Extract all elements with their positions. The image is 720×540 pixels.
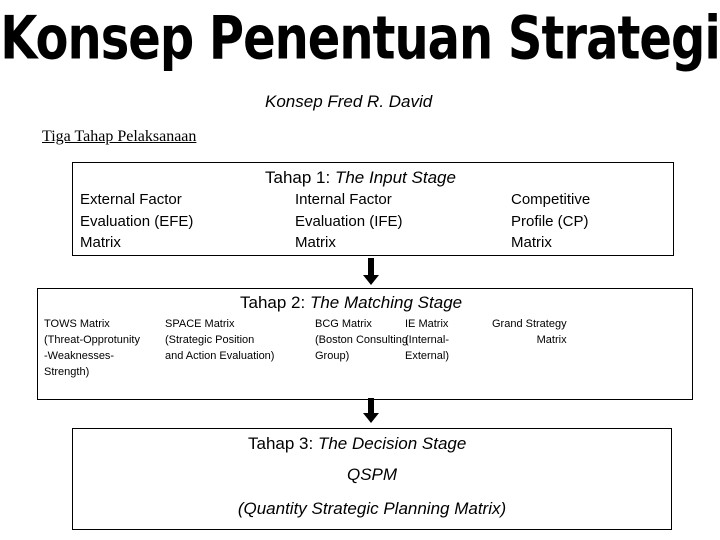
stage2-prefix: Tahap 2:	[240, 293, 310, 312]
stage3-tool: QSPM	[346, 465, 398, 484]
stage2-title	[240, 293, 462, 313]
stage3-prefix: Tahap 3:	[248, 434, 318, 453]
stage1-name: The Input Stage	[334, 168, 456, 187]
arrow-2-head	[363, 413, 379, 423]
stage1-prefix: Tahap 1:	[265, 168, 335, 187]
stage1-title	[265, 168, 456, 188]
stage2-item-bcg: BCG Matrix (Boston Consulting Group)	[315, 318, 408, 362]
page-title: Konsep Penentuan Strategi	[0, 3, 720, 74]
stage2-item-grand: Grand Strategy Matrix	[492, 318, 567, 346]
stage3-name: The Decision Stage	[317, 434, 467, 453]
arrow-1-head	[363, 275, 379, 285]
stage2-name: The Matching Stage	[309, 293, 463, 312]
stage1-item-efe: External Factor Evaluation (EFE) Matrix	[80, 191, 194, 251]
stages-label: Tiga Tahap Pelaksanaan	[42, 128, 197, 145]
stage2-item-space: SPACE Matrix (Strategic Position and Action Evaluation)	[165, 318, 275, 362]
stage1-item-ife: Internal Factor Evaluation (IFE) Matrix	[295, 191, 403, 251]
stage2-item-ie: IE Matrix (Internal- External)	[405, 318, 450, 362]
stage1-item-cp: Competitive Profile (CP) Matrix	[511, 191, 591, 251]
stage3-title	[248, 434, 466, 454]
arrow-2-shaft	[368, 398, 374, 414]
stage2-item-tows: TOWS Matrix (Threat-Opprotunity -Weaknesses- Strength)	[44, 318, 140, 378]
subtitle: Konsep Fred R. David	[265, 92, 433, 111]
stage3-tool-full: (Quantity Strategic Planning Matrix)	[237, 499, 507, 518]
arrow-1-shaft	[368, 258, 374, 276]
